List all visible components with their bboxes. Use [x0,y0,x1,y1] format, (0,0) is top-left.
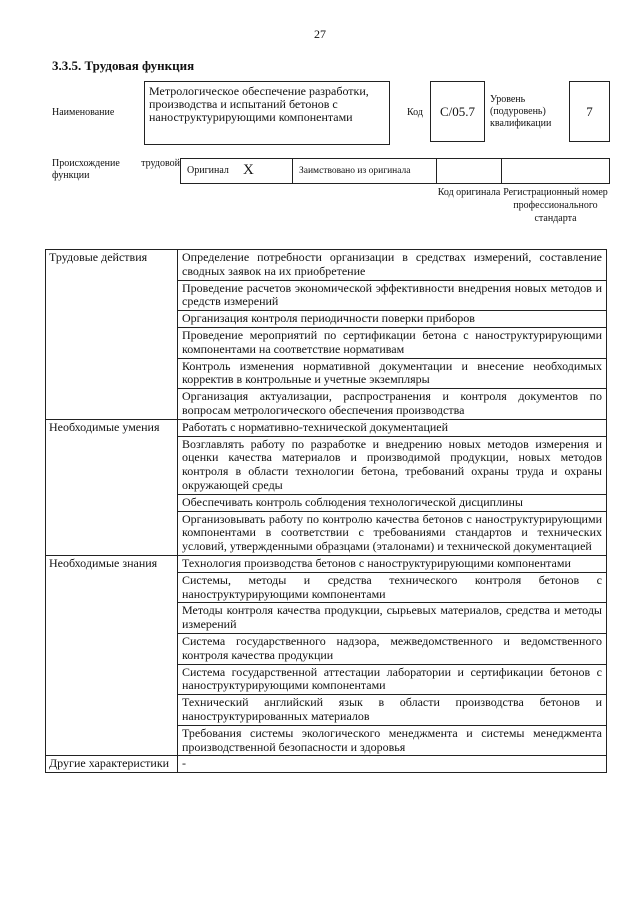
code-label: Код [407,107,423,118]
origin-borrowed-cell [292,158,437,184]
skill-item: Организовывать работу по контролю качества бетонов с наноструктурирующими компонентами в соответствии с требованиями стандартов и технических условий, утвержденными образцами (эталонами) и технической документацией [178,511,607,555]
code-value: С/05.7 [439,103,476,119]
knowledge-item: Системы, методы и средства технического контроля бетонов с наноструктурирующими компонентами [178,572,607,603]
action-item: Проведение мероприятий по сертификации бетона с наноструктурирующими компонентами на соответствие нормативам [178,327,607,358]
origin-original-cell [180,158,293,184]
level-value: 7 [586,103,593,119]
knowledge-item: Технический английский язык в области производства бетонов и наноструктурированных материалов [178,695,607,726]
origin-reg-cell [501,158,610,184]
borrowed-label: Заимствовано из оригинала [299,166,411,176]
table-row [46,250,607,281]
skills-label: Необходимые умения [46,419,178,555]
page-number: 27 [314,27,326,41]
section-title: 3.3.5. Трудовая функция [52,58,195,73]
other-label: Другие характеристики [46,756,178,773]
code-original-caption: Код оригинала [437,187,501,198]
knowledge-item: Требования системы экологического менеджмента и системы менеджмента производственной безопасности и здоровья [178,725,607,756]
skill-item: Возглавлять работу по разработке и внедрению новых методов измерения и оценки качества материалов и производимой продукции, новых методов контроля в области технологии бетона, требований охраны труда и охраны окружающей среды [178,436,607,494]
original-label: Оригинал [187,165,229,176]
knowledge-item: Методы контроля качества продукции, сырьевых материалов, средства и методы измерений [178,603,607,634]
name-label: Наименование [52,107,115,118]
origin-label: Происхождение трудовой функции [52,158,180,181]
level-box [569,81,610,142]
table-row [46,555,607,572]
origin-code-cell [436,158,502,184]
original-mark: X [243,162,254,178]
reg-number-caption: Регистрационный номер профессионального стандарта [503,187,608,224]
function-name-value: Метрологическое обеспечение разработки, производства и испытаний бетонов с наноструктурирующими компонентами [149,84,369,124]
table-row [46,756,607,773]
actions-label: Трудовые действия [46,250,178,420]
knowledge-label: Необходимые знания [46,555,178,755]
level-label: Уровень (подуровень) квалификации [490,94,552,129]
action-item: Определение потребности организации в средствах измерений, составление сводных заявок на их приобретение [178,250,607,281]
skill-item: Работать с нормативно-технической документацией [178,419,607,436]
knowledge-item: Технология производства бетонов с наноструктурирующими компонентами [178,555,607,572]
skill-item: Обеспечивать контроль соблюдения технологической дисциплины [178,494,607,511]
action-item: Контроль изменения нормативной документации и внесение необходимых корректив в контрольные и учетные экземпляры [178,358,607,389]
action-item: Проведение расчетов экономической эффективности внедрения новых методов и средств измерений [178,280,607,311]
function-details-table [45,249,607,773]
function-name-box [144,81,390,145]
knowledge-item: Система государственной аттестации лаборатории и сертификации бетонов с наноструктурирующими компонентами [178,664,607,695]
other-value: - [178,756,607,773]
action-item: Организация актуализации, распространения и контроля документов по вопросам метрологического обеспечения производства [178,389,607,420]
action-item: Организация контроля периодичности поверки приборов [178,311,607,328]
table-row [46,419,607,436]
knowledge-item: Система государственного надзора, межведомственного и ведомственного контроля качества продукции [178,633,607,664]
code-box [430,81,485,142]
